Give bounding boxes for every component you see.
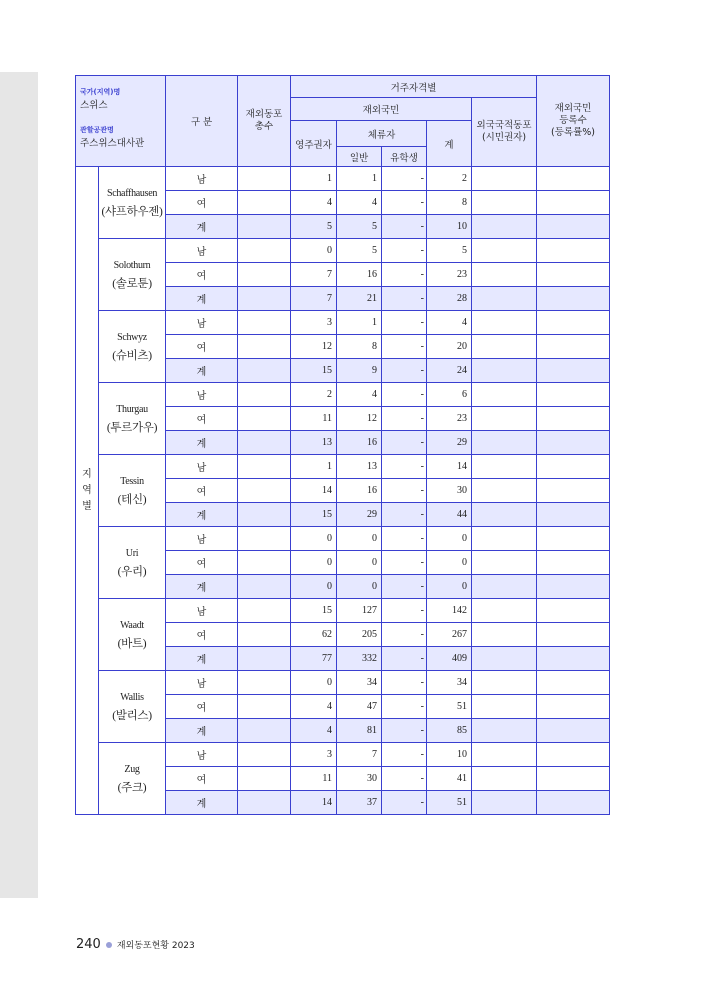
general-cell: 0 — [337, 527, 382, 551]
permanent-cell: 13 — [291, 431, 337, 455]
general-cell: 16 — [337, 263, 382, 287]
region-name-en: Schwyz — [117, 331, 147, 343]
foreign-citizen-cell — [472, 551, 537, 575]
header-foreign-citizen: 외국국적동포 (시민권자) — [472, 98, 537, 167]
overseas-total-cell — [238, 671, 291, 695]
region-name-cell — [99, 527, 166, 599]
header-gubun: 구 분 — [166, 76, 238, 167]
student-cell: - — [382, 791, 427, 815]
region-name-en: Solothurn — [113, 259, 151, 271]
table-row — [76, 671, 610, 695]
overseas-total-cell — [238, 599, 291, 623]
gender-cell: 계 — [166, 431, 238, 455]
table-row — [76, 383, 610, 407]
region-name-ko: (우리) — [117, 565, 147, 578]
foreign-citizen-cell — [472, 527, 537, 551]
table-row — [76, 527, 610, 551]
registered-cell — [537, 455, 610, 479]
overseas-total-cell — [238, 383, 291, 407]
subtotal-cell: 10 — [427, 215, 472, 239]
permanent-cell: 7 — [291, 287, 337, 311]
table-row — [76, 599, 610, 623]
overseas-total-cell — [238, 743, 291, 767]
overseas-total-cell — [238, 527, 291, 551]
foreign-citizen-cell — [472, 671, 537, 695]
general-cell: 47 — [337, 695, 382, 719]
region-name-cell — [99, 167, 166, 239]
region-name-en: Uri — [125, 547, 139, 559]
foreign-citizen-cell — [472, 311, 537, 335]
foreign-citizen-cell — [472, 695, 537, 719]
permanent-cell: 62 — [291, 623, 337, 647]
foreign-citizen-cell — [472, 359, 537, 383]
overseas-total-cell — [238, 287, 291, 311]
subtotal-cell: 41 — [427, 767, 472, 791]
overseas-total-cell — [238, 359, 291, 383]
student-cell: - — [382, 239, 427, 263]
gender-cell: 남 — [166, 455, 238, 479]
header-student: 유학생 — [382, 147, 427, 167]
region-name-ko: (테신) — [117, 493, 147, 506]
margin-strip — [0, 72, 38, 898]
registered-cell — [537, 647, 610, 671]
registered-cell — [537, 263, 610, 287]
header-korean-nationals: 재외국민 — [291, 98, 472, 121]
foreign-citizen-cell — [472, 167, 537, 191]
permanent-cell: 15 — [291, 503, 337, 527]
overseas-total-cell — [238, 407, 291, 431]
registered-cell — [537, 191, 610, 215]
statistics-table — [75, 75, 610, 815]
gender-cell: 남 — [166, 743, 238, 767]
permanent-cell: 2 — [291, 383, 337, 407]
student-cell: - — [382, 719, 427, 743]
registered-cell — [537, 671, 610, 695]
group-label-char: 별 — [82, 500, 92, 512]
gender-cell: 여 — [166, 623, 238, 647]
gender-cell: 남 — [166, 311, 238, 335]
registered-cell — [537, 695, 610, 719]
subtotal-cell: 5 — [427, 239, 472, 263]
registered-cell — [537, 215, 610, 239]
subtotal-cell: 267 — [427, 623, 472, 647]
region-name-cell — [99, 311, 166, 383]
region-name-cell — [99, 455, 166, 527]
overseas-total-cell — [238, 767, 291, 791]
gender-cell: 여 — [166, 551, 238, 575]
gender-cell: 여 — [166, 479, 238, 503]
student-cell: - — [382, 335, 427, 359]
general-cell: 16 — [337, 479, 382, 503]
foreign-citizen-cell — [472, 647, 537, 671]
student-cell: - — [382, 407, 427, 431]
subtotal-cell: 0 — [427, 575, 472, 599]
header-residence-status: 거주자격별 — [291, 76, 537, 98]
office-value: 주스위스대사관 — [80, 138, 145, 149]
general-cell: 16 — [337, 431, 382, 455]
header-sojourn: 체류자 — [337, 121, 427, 147]
header-general: 일반 — [337, 147, 382, 167]
general-cell: 37 — [337, 791, 382, 815]
gender-cell: 계 — [166, 791, 238, 815]
region-name-en: Thurgau — [116, 403, 148, 415]
overseas-total-cell — [238, 191, 291, 215]
general-cell: 0 — [337, 551, 382, 575]
permanent-cell: 14 — [291, 479, 337, 503]
subtotal-cell: 24 — [427, 359, 472, 383]
gender-cell: 남 — [166, 167, 238, 191]
general-cell: 205 — [337, 623, 382, 647]
region-name-ko: (바트) — [117, 637, 147, 650]
student-cell: - — [382, 503, 427, 527]
general-cell: 8 — [337, 335, 382, 359]
region-name-ko: (솔로툰) — [112, 277, 152, 290]
registered-cell — [537, 719, 610, 743]
subtotal-cell: 8 — [427, 191, 472, 215]
table-row — [76, 239, 610, 263]
overseas-total-cell — [238, 791, 291, 815]
subtotal-cell: 34 — [427, 671, 472, 695]
overseas-total-cell — [238, 431, 291, 455]
registered-cell — [537, 407, 610, 431]
student-cell: - — [382, 479, 427, 503]
region-name-ko: (샤프하우젠) — [101, 205, 163, 218]
student-cell: - — [382, 263, 427, 287]
registered-cell — [537, 767, 610, 791]
registered-cell — [537, 239, 610, 263]
overseas-total-cell — [238, 695, 291, 719]
subtotal-cell: 142 — [427, 599, 472, 623]
overseas-total-cell — [238, 623, 291, 647]
permanent-cell: 4 — [291, 191, 337, 215]
table-row — [76, 743, 610, 767]
overseas-total-cell — [238, 551, 291, 575]
foreign-citizen-cell — [472, 239, 537, 263]
registered-cell — [537, 623, 610, 647]
permanent-cell: 4 — [291, 695, 337, 719]
general-cell: 21 — [337, 287, 382, 311]
header-subtotal: 계 — [427, 121, 472, 167]
gender-cell: 여 — [166, 695, 238, 719]
student-cell: - — [382, 575, 427, 599]
general-cell: 13 — [337, 455, 382, 479]
general-cell: 1 — [337, 311, 382, 335]
gender-cell: 남 — [166, 527, 238, 551]
foreign-citizen-cell — [472, 767, 537, 791]
overseas-total-cell — [238, 479, 291, 503]
gender-cell: 계 — [166, 719, 238, 743]
subtotal-cell: 30 — [427, 479, 472, 503]
country-key: 국가(지역)명 — [80, 88, 121, 96]
region-name-en: Wallis — [120, 691, 144, 703]
group-label-cell — [76, 167, 99, 815]
registered-cell — [537, 599, 610, 623]
gender-cell: 계 — [166, 503, 238, 527]
gender-cell: 계 — [166, 215, 238, 239]
overseas-total-cell — [238, 263, 291, 287]
header-overseas-total: 재외동포 총수 — [238, 76, 291, 167]
foreign-citizen-cell — [472, 191, 537, 215]
region-name-en: Waadt — [120, 619, 144, 631]
foreign-citizen-cell — [472, 599, 537, 623]
permanent-cell: 77 — [291, 647, 337, 671]
gender-cell: 여 — [166, 335, 238, 359]
general-cell: 4 — [337, 383, 382, 407]
student-cell: - — [382, 743, 427, 767]
region-name-cell — [99, 671, 166, 743]
subtotal-cell: 14 — [427, 455, 472, 479]
foreign-citizen-cell — [472, 575, 537, 599]
region-name-cell — [99, 599, 166, 671]
subtotal-cell: 29 — [427, 431, 472, 455]
gender-cell: 여 — [166, 191, 238, 215]
student-cell: - — [382, 527, 427, 551]
student-cell: - — [382, 287, 427, 311]
student-cell: - — [382, 695, 427, 719]
foreign-citizen-cell — [472, 503, 537, 527]
registered-cell — [537, 479, 610, 503]
gender-cell: 계 — [166, 575, 238, 599]
gender-cell: 계 — [166, 287, 238, 311]
subtotal-cell: 44 — [427, 503, 472, 527]
foreign-citizen-cell — [472, 623, 537, 647]
permanent-cell: 11 — [291, 407, 337, 431]
permanent-cell: 1 — [291, 455, 337, 479]
student-cell: - — [382, 647, 427, 671]
student-cell: - — [382, 359, 427, 383]
general-cell: 5 — [337, 215, 382, 239]
table-row — [76, 455, 610, 479]
subtotal-cell: 6 — [427, 383, 472, 407]
bullet-icon — [106, 942, 112, 948]
region-name-cell — [99, 383, 166, 455]
overseas-total-cell — [238, 647, 291, 671]
foreign-citizen-cell — [472, 407, 537, 431]
foreign-citizen-cell — [472, 791, 537, 815]
registered-cell — [537, 743, 610, 767]
subtotal-cell: 28 — [427, 287, 472, 311]
permanent-cell: 5 — [291, 215, 337, 239]
overseas-total-cell — [238, 239, 291, 263]
subtotal-cell: 10 — [427, 743, 472, 767]
student-cell: - — [382, 767, 427, 791]
region-name-en: Zug — [124, 763, 140, 775]
registered-cell — [537, 383, 610, 407]
registered-cell — [537, 311, 610, 335]
overseas-total-cell — [238, 335, 291, 359]
foreign-citizen-cell — [472, 263, 537, 287]
general-cell: 4 — [337, 191, 382, 215]
table-row — [76, 167, 610, 191]
general-cell: 127 — [337, 599, 382, 623]
student-cell: - — [382, 191, 427, 215]
permanent-cell: 12 — [291, 335, 337, 359]
registered-cell — [537, 575, 610, 599]
foreign-citizen-cell — [472, 287, 537, 311]
permanent-cell: 11 — [291, 767, 337, 791]
subtotal-cell: 20 — [427, 335, 472, 359]
gender-cell: 남 — [166, 599, 238, 623]
page-footer — [76, 937, 195, 952]
gender-cell: 남 — [166, 671, 238, 695]
foreign-citizen-cell — [472, 479, 537, 503]
registered-cell — [537, 503, 610, 527]
registered-cell — [537, 167, 610, 191]
footer-title: 재외동포현황 2023 — [116, 941, 195, 951]
permanent-cell: 15 — [291, 359, 337, 383]
header-registered: 재외국민 등록수 (등록률%) — [537, 76, 610, 167]
region-name-ko: (투르가우) — [106, 421, 158, 434]
permanent-cell: 0 — [291, 239, 337, 263]
general-cell: 7 — [337, 743, 382, 767]
page-number: 240 — [76, 937, 101, 952]
general-cell: 34 — [337, 671, 382, 695]
subtotal-cell: 409 — [427, 647, 472, 671]
header-meta — [76, 76, 166, 167]
subtotal-cell: 23 — [427, 407, 472, 431]
group-label-char: 역 — [82, 484, 92, 496]
gender-cell: 계 — [166, 647, 238, 671]
gender-cell: 여 — [166, 263, 238, 287]
foreign-citizen-cell — [472, 335, 537, 359]
region-name-ko: (발리스) — [112, 709, 152, 722]
subtotal-cell: 85 — [427, 719, 472, 743]
foreign-citizen-cell — [472, 455, 537, 479]
student-cell: - — [382, 455, 427, 479]
student-cell: - — [382, 311, 427, 335]
permanent-cell: 0 — [291, 575, 337, 599]
region-name-ko: (슈비츠) — [112, 349, 152, 362]
gender-cell: 남 — [166, 383, 238, 407]
subtotal-cell: 23 — [427, 263, 472, 287]
registered-cell — [537, 335, 610, 359]
permanent-cell: 0 — [291, 551, 337, 575]
permanent-cell: 3 — [291, 743, 337, 767]
permanent-cell: 0 — [291, 671, 337, 695]
student-cell: - — [382, 167, 427, 191]
foreign-citizen-cell — [472, 431, 537, 455]
region-name-cell — [99, 239, 166, 311]
permanent-cell: 0 — [291, 527, 337, 551]
general-cell: 5 — [337, 239, 382, 263]
region-name-ko: (주크) — [117, 781, 147, 794]
student-cell: - — [382, 383, 427, 407]
office-key: 관할공관명 — [80, 126, 114, 134]
general-cell: 29 — [337, 503, 382, 527]
gender-cell: 남 — [166, 239, 238, 263]
table-header — [76, 76, 610, 167]
subtotal-cell: 2 — [427, 167, 472, 191]
overseas-total-cell — [238, 167, 291, 191]
subtotal-cell: 0 — [427, 551, 472, 575]
permanent-cell: 4 — [291, 719, 337, 743]
gender-cell: 여 — [166, 407, 238, 431]
permanent-cell: 14 — [291, 791, 337, 815]
header-permanent: 영주권자 — [291, 121, 337, 167]
overseas-total-cell — [238, 503, 291, 527]
student-cell: - — [382, 431, 427, 455]
subtotal-cell: 51 — [427, 791, 472, 815]
subtotal-cell: 4 — [427, 311, 472, 335]
subtotal-cell: 51 — [427, 695, 472, 719]
student-cell: - — [382, 671, 427, 695]
table-body — [76, 167, 610, 815]
foreign-citizen-cell — [472, 215, 537, 239]
foreign-citizen-cell — [472, 743, 537, 767]
overseas-total-cell — [238, 455, 291, 479]
overseas-total-cell — [238, 719, 291, 743]
general-cell: 1 — [337, 167, 382, 191]
region-name-en: Tessin — [120, 475, 144, 487]
overseas-total-cell — [238, 215, 291, 239]
registered-cell — [537, 791, 610, 815]
permanent-cell: 3 — [291, 311, 337, 335]
permanent-cell: 1 — [291, 167, 337, 191]
country-value: 스위스 — [80, 100, 108, 111]
registered-cell — [537, 287, 610, 311]
overseas-total-cell — [238, 311, 291, 335]
general-cell: 0 — [337, 575, 382, 599]
registered-cell — [537, 551, 610, 575]
student-cell: - — [382, 599, 427, 623]
region-name-en: Schaffhausen — [106, 187, 158, 199]
overseas-total-cell — [238, 575, 291, 599]
student-cell: - — [382, 215, 427, 239]
foreign-citizen-cell — [472, 383, 537, 407]
general-cell: 30 — [337, 767, 382, 791]
permanent-cell: 15 — [291, 599, 337, 623]
general-cell: 12 — [337, 407, 382, 431]
table-row — [76, 311, 610, 335]
general-cell: 9 — [337, 359, 382, 383]
foreign-citizen-cell — [472, 719, 537, 743]
general-cell: 81 — [337, 719, 382, 743]
student-cell: - — [382, 623, 427, 647]
gender-cell: 여 — [166, 767, 238, 791]
permanent-cell: 7 — [291, 263, 337, 287]
subtotal-cell: 0 — [427, 527, 472, 551]
registered-cell — [537, 359, 610, 383]
gender-cell: 계 — [166, 359, 238, 383]
group-label-char: 지 — [82, 468, 92, 480]
general-cell: 332 — [337, 647, 382, 671]
registered-cell — [537, 527, 610, 551]
region-name-cell — [99, 743, 166, 815]
student-cell: - — [382, 551, 427, 575]
registered-cell — [537, 431, 610, 455]
